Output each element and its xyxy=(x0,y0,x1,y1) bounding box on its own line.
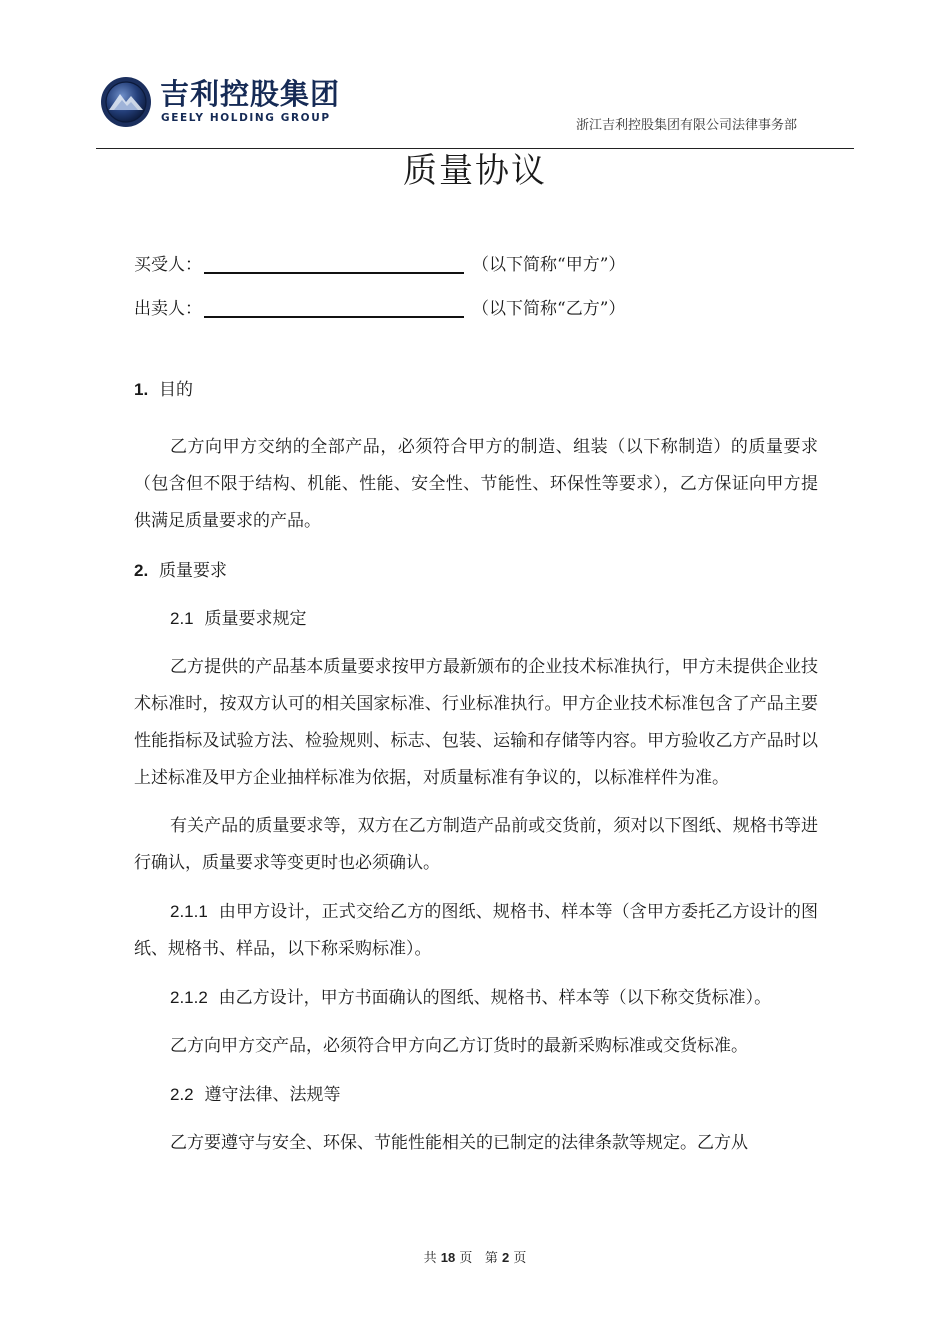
current-page: 2 xyxy=(501,1250,510,1265)
section-2-2-heading: 2.2 遵守法律、法规等 xyxy=(170,1085,341,1105)
logo-chinese-name: 吉利控股集团 xyxy=(160,77,341,111)
geely-emblem-icon xyxy=(100,76,152,128)
section-1-paragraph: 乙方向甲方交纳的全部产品，必须符合甲方的制造、组装（以下称制造）的质量要求（包含但不限于结构、机能、性能、安全性、节能性、环保性等要求），乙方保证向甲方提供满足质量要求的产品。 xyxy=(134,437,818,531)
section-2-1-paragraph-3: 乙方向甲方交产品，必须符合甲方向乙方订货时的最新采购标准或交货标准。 xyxy=(170,1036,748,1056)
section-2-1-2: 2.1.2 由乙方设计，甲方书面确认的图纸、规格书、样本等（以下称交货标准）。 xyxy=(170,988,772,1008)
section-2-heading: 2. 质量要求 xyxy=(134,561,227,581)
section-2-1-1: 2.1.1 由甲方设计，正式交给乙方的图纸、规格书、样本等（含甲方委托乙方设计的图纸、规格书、样品，以下称采购标准）。 xyxy=(134,902,819,959)
total-pages: 18 xyxy=(440,1250,456,1265)
buyer-alias: （以下简称“甲方”） xyxy=(472,255,626,275)
section-2-1-paragraph-2: 有关产品的质量要求等，双方在乙方制造产品前或交货前，须对以下图纸、规格书等进行确认，质量要求等变更时也必须确认。 xyxy=(134,816,818,873)
seller-name-blank xyxy=(204,294,464,318)
department-name: 浙江吉利控股集团有限公司法律事务部 xyxy=(575,118,797,133)
buyer-line xyxy=(134,250,625,280)
section-2-1-paragraph-1: 乙方提供的产品基本质量要求按甲方最新颁布的企业技术标准执行，甲方未提供企业技术标准时，按双方认可的相关国家标准、行业标准执行。甲方企业技术标准包含了产品主要性能指标及试验方法、检验规则、标志、包装、运输和存储等内容。甲方验收乙方产品时以上述标准及甲方企业抽样标准为依据，对质量标准有争议的，以标准样件为准。 xyxy=(134,657,818,788)
buyer-name-blank xyxy=(204,250,464,274)
seller-label: 出卖人： xyxy=(134,299,202,319)
buyer-label: 买受人： xyxy=(134,255,202,275)
section-2-2-paragraph: 乙方要遵守与安全、环保、节能性能相关的已制定的法律条款等规定。乙方从 xyxy=(170,1133,748,1153)
seller-alias: （以下简称“乙方”） xyxy=(472,299,626,319)
section-2-1-heading: 2.1 质量要求规定 xyxy=(170,609,307,629)
logo-english-name: GEELY HOLDING GROUP xyxy=(161,112,331,124)
page-footer: 共 18 页 第 2 页 xyxy=(423,1250,527,1266)
document-title: 质量协议 xyxy=(403,151,547,191)
geely-logo xyxy=(100,76,340,132)
seller-line xyxy=(134,294,625,324)
document-body xyxy=(134,378,818,1162)
section-1-heading: 1. 目的 xyxy=(134,380,193,400)
